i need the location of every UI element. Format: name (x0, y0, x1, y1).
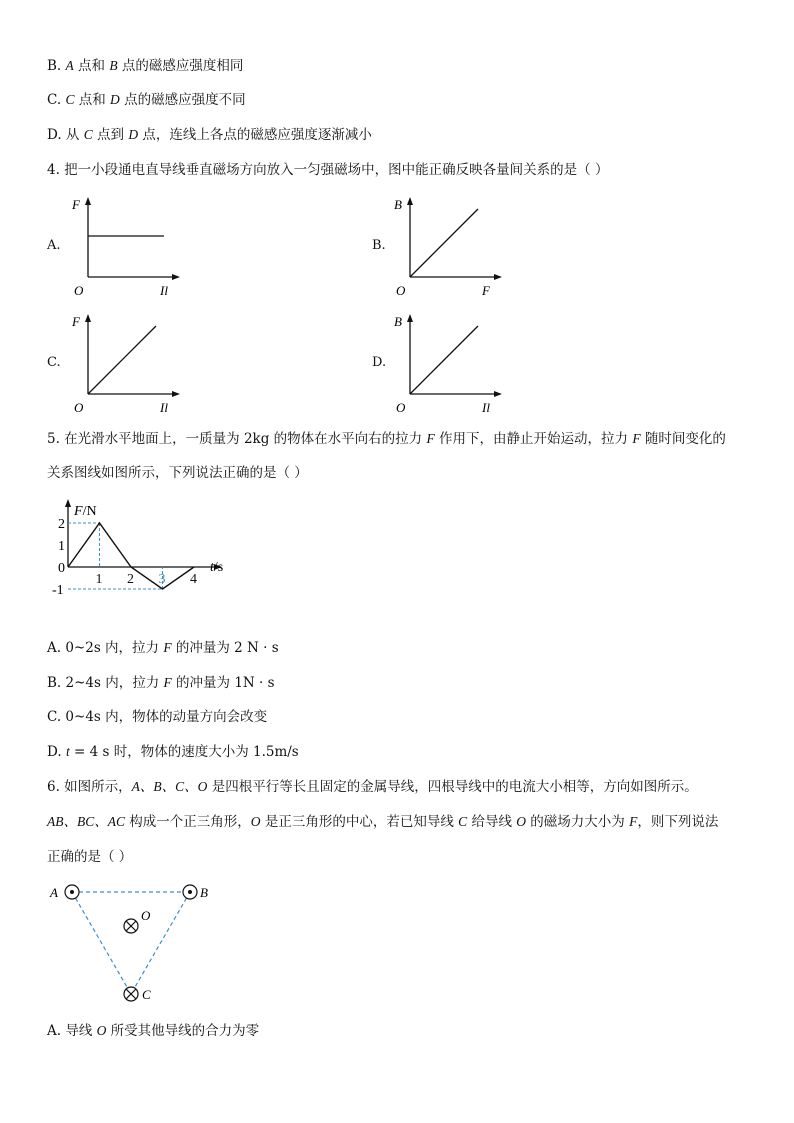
label-o: O (141, 908, 151, 923)
y-axis-arrow-icon (85, 197, 91, 205)
y-axis-label: F (72, 314, 80, 329)
q6-wire-figure (40, 876, 230, 1006)
label-a: A (50, 885, 58, 900)
q4-option-d-label: D. (372, 355, 387, 370)
force-time-chart (40, 495, 240, 625)
y-axis-label: F (72, 197, 80, 212)
q6-option-a: A. 导线 O 所受其他导线的合力为零 (47, 1023, 260, 1039)
q5-stem-line1: 5. 在光滑水平地面上，一质量为 2kg 的物体在水平向右的拉力 F 作用下，由静止开始运动，拉力 F 随时间变化的 (47, 431, 726, 447)
q5-option-b: B. 2~4s 内，拉力 F 的冲量为 1N · s (47, 675, 275, 691)
y-tick-label: -1 (52, 583, 64, 598)
y-axis-arrow-icon (85, 314, 91, 322)
x-tick-label: 3 (158, 572, 166, 587)
wire-b-out-icon (183, 885, 197, 899)
x-axis-title: t/s (210, 560, 224, 575)
x-tick-label: 2 (127, 572, 134, 587)
y-axis-arrow-icon (407, 314, 413, 322)
x-tick-label: 4 (190, 572, 197, 587)
y-axis-label: B (394, 197, 402, 212)
side-bc (131, 892, 190, 994)
origin-label: O (74, 283, 84, 298)
y-axis-arrow-icon (407, 197, 413, 205)
y-tick-label: 2 (58, 517, 65, 532)
q5-option-d: D. t = 4 s 时，物体的速度大小为 1.5m/s (47, 744, 299, 760)
origin-label: O (396, 283, 406, 298)
x-axis-label: Il (160, 283, 168, 298)
q4-stem: 4. 把一小段通电直导线垂直磁场方向放入一匀强磁场中，图中能正确反映各量间关系的是（ ） (47, 162, 609, 178)
q4-graph-b (390, 193, 525, 303)
x-axis-label: Il (160, 400, 168, 415)
origin-label: O (396, 400, 406, 415)
y-axis-label: B (394, 314, 402, 329)
q4-option-c-label: C. (47, 355, 61, 370)
relation-line (88, 326, 156, 394)
relation-line (410, 326, 478, 394)
q4-graph-d (390, 310, 525, 420)
y-tick-label: 0 (58, 561, 65, 576)
q6-stem-line1: 6. 如图所示，A、B、C、O 是四根平行等长且固定的金属导线，四根导线中的电流大小相等，方向如图所示。 (47, 779, 698, 795)
label-c: C (142, 987, 151, 1002)
x-axis-arrow-icon (172, 274, 180, 280)
x-axis-arrow-icon (494, 391, 502, 397)
q6-stem-line2: AB、BC、AC 构成一个正三角形，O 是正三角形的中心，若已知导线 C 给导线 O 的磁场力大小为 F，则下列说法 (47, 814, 719, 830)
x-axis-label: Il (482, 400, 490, 415)
q3-option-d: D. 从 C 点到 D 点，连线上各点的磁感应强度逐渐减小 (47, 127, 372, 143)
label-b: B (200, 885, 208, 900)
origin-label: O (74, 400, 84, 415)
q4-graph-a (68, 193, 203, 303)
wire-c-in-icon (124, 987, 138, 1001)
q3-option-b: B. A 点和 B 点的磁感应强度相同 (47, 58, 244, 74)
q5-option-c: C. 0~4s 内，物体的动量方向会改变 (47, 709, 268, 725)
y-axis-title: F/N (74, 504, 97, 519)
q5-stem-line2: 关系图线如图所示，下列说法正确的是（ ） (47, 465, 308, 481)
y-axis-arrow-icon (65, 499, 71, 507)
x-axis-label: F (482, 283, 490, 298)
x-axis-arrow-icon (172, 391, 180, 397)
q4-option-b-label: B. (372, 238, 386, 253)
relation-line (410, 209, 478, 277)
x-tick-label: 1 (95, 572, 103, 587)
x-axis-arrow-icon (494, 274, 502, 280)
y-tick-label: 1 (58, 539, 65, 554)
wire-o-in-icon (124, 919, 138, 933)
wire-a-out-icon (65, 885, 79, 899)
q4-graph-c (68, 310, 203, 420)
q6-stem-line3: 正确的是（ ） (47, 849, 133, 865)
q4-option-a-label: A. (47, 238, 61, 253)
q5-option-a: A. 0~2s 内，拉力 F 的冲量为 2 N · s (47, 640, 279, 656)
q3-option-c: C. C 点和 D 点的磁感应强度不同 (47, 92, 246, 108)
side-ac (72, 892, 131, 994)
